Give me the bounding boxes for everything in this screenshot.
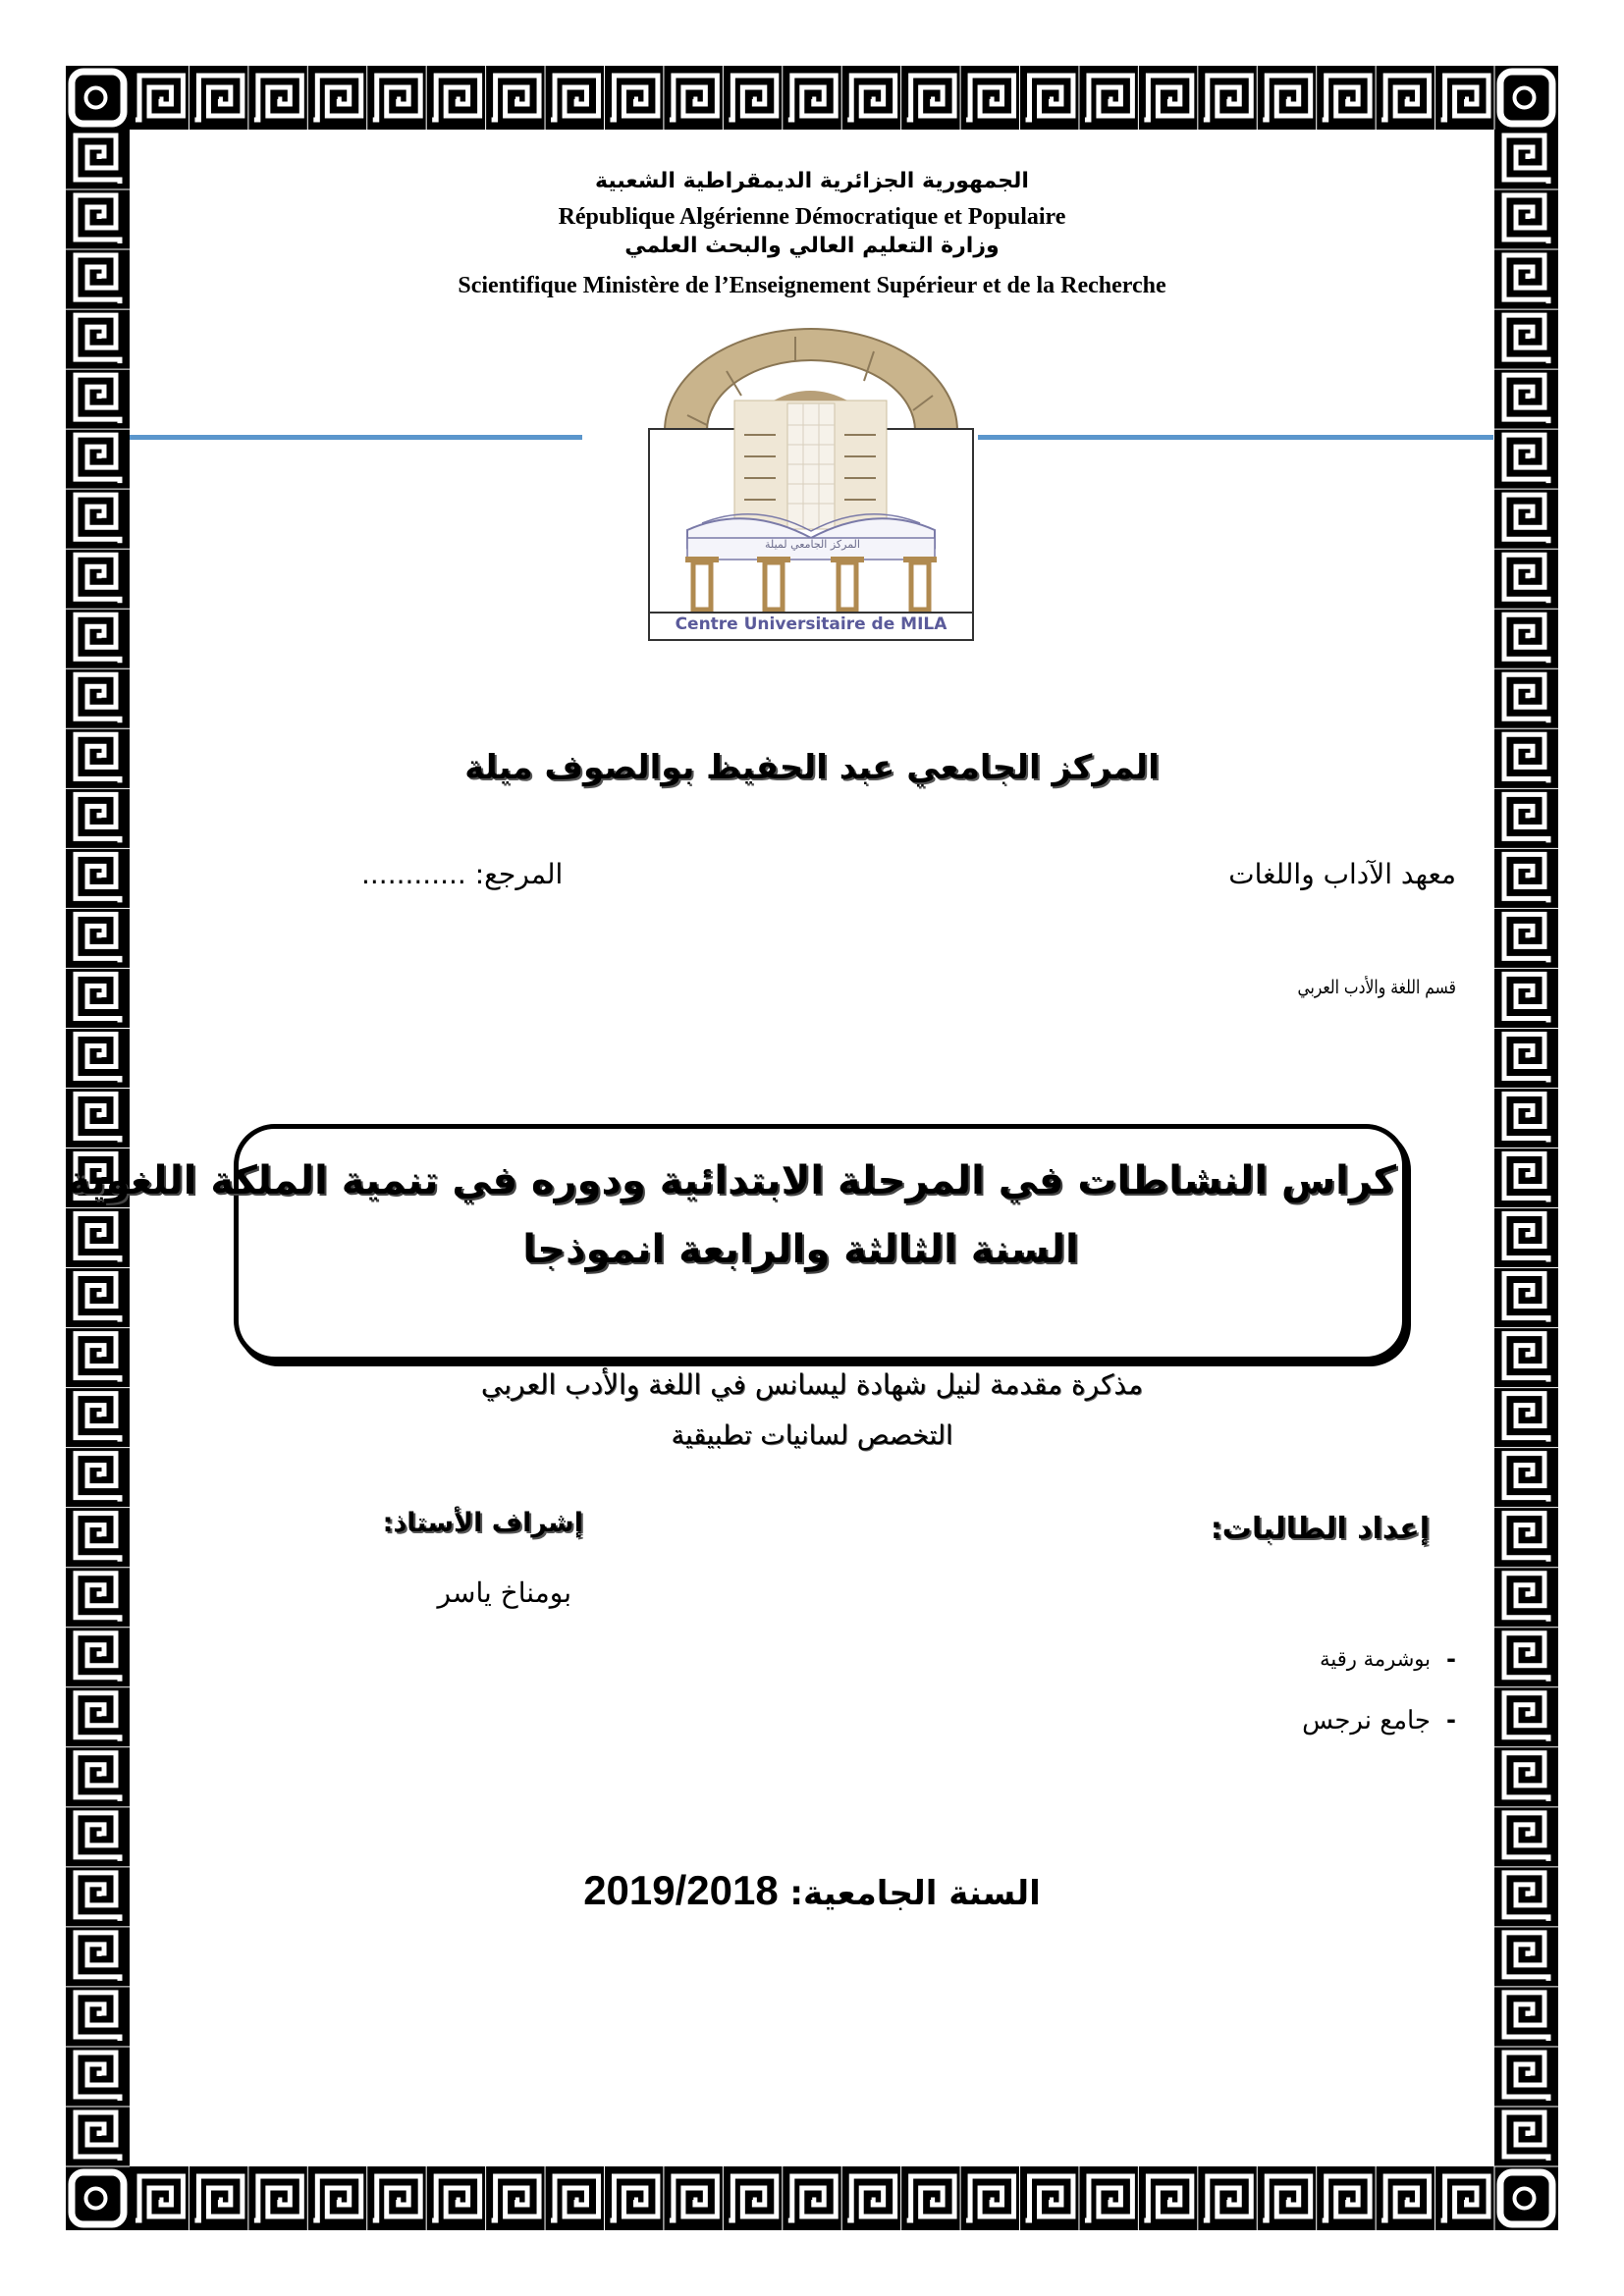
thesis-specialty: التخصص لسانيات تطبيقية xyxy=(671,1420,953,1451)
thesis-title-line-1: كراس النشاطات في المرحلة الابتدائية ودوره في تنمية الملكة اللغوية xyxy=(67,1158,1396,1203)
students-label: إعداد الطالبات: xyxy=(1210,1512,1430,1546)
reference-label: المرجع: xyxy=(474,858,564,890)
student-name: بوشرمة رقية xyxy=(1320,1647,1431,1671)
thesis-subtitle: مذكرة مقدمة لنيل شهادة ليسانس في اللغة والأدب العربي xyxy=(480,1368,1144,1401)
supervisor-label: إشراف الأستاذ: xyxy=(382,1508,583,1538)
university-logo xyxy=(648,327,974,641)
bullet-dash: - xyxy=(1446,1706,1456,1734)
logo-arabic-banner: المركز الجامعي لميلة xyxy=(765,538,860,551)
thesis-title-box xyxy=(67,1124,1407,1362)
logo-building-dome xyxy=(774,391,847,400)
logo-building-tower xyxy=(787,403,835,529)
student-list-item xyxy=(1201,1706,1456,1741)
republic-name-arabic: الجمهورية الجزائرية الديمقراطية الشعبية xyxy=(595,169,1029,193)
republic-name-french: République Algérienne Démocratique et Populaire xyxy=(558,204,1066,230)
header-divider-left xyxy=(130,435,582,440)
logo-caption: Centre Universitaire de MILA xyxy=(675,614,947,634)
student-name: جامع نرجس xyxy=(1302,1706,1431,1735)
reference-field xyxy=(361,858,605,890)
reference-value: ............ xyxy=(361,858,466,890)
ministry-name-french: Scientifique Ministère de l’Enseignement Supérieur et de la Recherche xyxy=(458,273,1166,298)
department-name: قسم اللغة والأدب العربي xyxy=(1297,977,1456,998)
logo-graphic xyxy=(648,327,974,641)
bullet-dash: - xyxy=(1446,1645,1456,1673)
academic-year-label: السنة الجامعية: xyxy=(789,1874,1041,1913)
ministry-name-arabic: وزارة التعليم العالي والبحث العلمي xyxy=(624,234,1000,258)
academic-year xyxy=(0,1867,1624,1914)
academic-year-value: 2019/2018 xyxy=(583,1867,779,1913)
supervisor-name: بومناخ ياسر xyxy=(437,1576,571,1609)
student-list-item xyxy=(1201,1645,1456,1675)
institution-name: المركز الجامعي عبد الحفيظ بوالصوف ميلة xyxy=(464,748,1160,787)
thesis-title-line-2: السنة الثالثة والرابعة انموذجا xyxy=(522,1227,1079,1272)
header-divider-right xyxy=(978,435,1493,440)
institute-name: معهد الآداب واللغات xyxy=(1228,858,1456,890)
